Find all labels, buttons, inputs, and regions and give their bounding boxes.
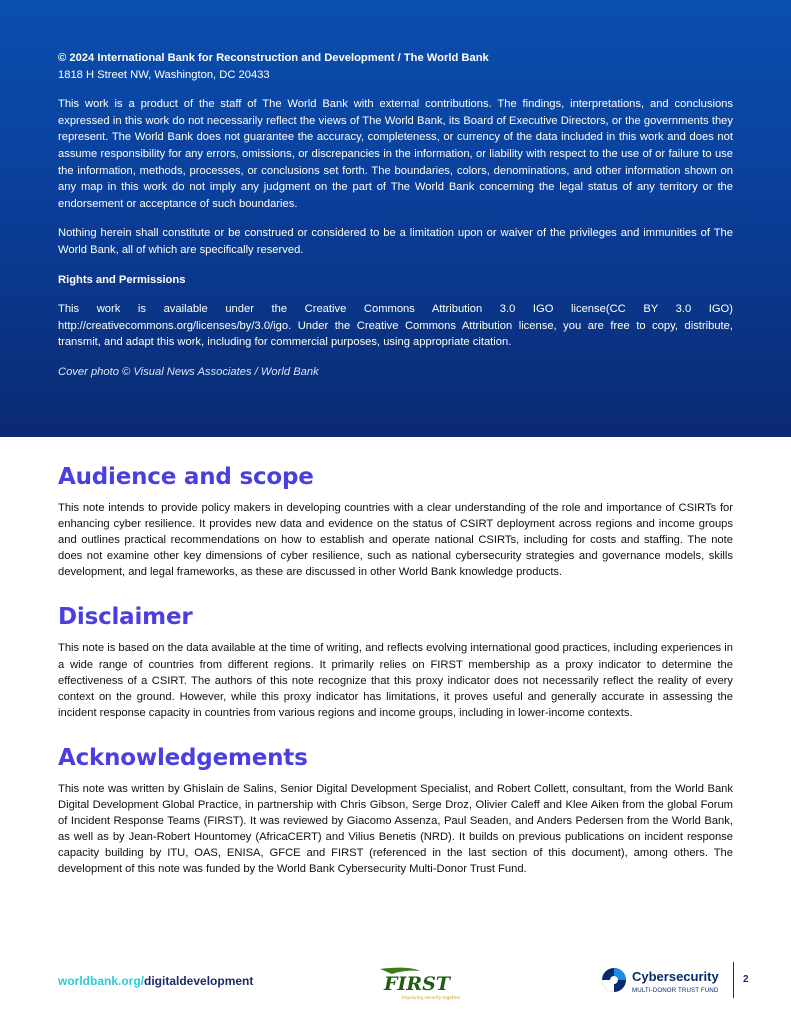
footer-link-prefix: worldbank.org/ <box>58 974 145 988</box>
footer-divider <box>733 962 734 998</box>
footer-link-suffix: digitaldevelopment <box>144 974 254 988</box>
copyright-title: © 2024 International Bank for Reconstruction and Development / The World Bank <box>58 52 489 64</box>
rights-heading: Rights and Permissions <box>58 273 186 286</box>
disclaimer-heading: Disclaimer <box>58 604 193 631</box>
first-logo <box>378 965 464 1005</box>
page-footer <box>0 960 791 1010</box>
first-logo-text: FIRST <box>384 973 451 995</box>
cover-photo-credit: Cover photo © Visual News Associates / World Bank <box>58 365 319 378</box>
acknowledgements-heading: Acknowledgements <box>58 744 308 771</box>
cybersecurity-title: Cybersecurity <box>632 969 719 984</box>
audience-heading: Audience and scope <box>58 464 314 490</box>
license-paragraph: This work is available under the Creative Commons Attribution 3.0 IGO license(CC BY 3.0 IGO) http://creativecommons.org/licenses/by/3.0/igo. Under the Creative Commons Attribution license, you are free to copy, distribute, transmit, and adapt this work, including for commercial purposes, using appropriate citation. <box>58 303 733 349</box>
cybersecurity-globe-icon <box>600 966 628 994</box>
address: 1818 H Street NW, Washington, DC 20433 <box>58 68 270 81</box>
disclaimer-paragraph: This work is a product of the staff of The World Bank with external contributions. The findings, interpretations, and conclusions expressed in this work do not necessarily reflect the views of The World Bank, its Board of Executive Directors, or the governments they represent. The World Bank does not guarantee the accuracy, completeness, or currency of the data included in this work and does not assume responsibility for any errors, omissions, or discrepancies in the information, or liability with respect to the use of or failure to use the information, methods, processes, or conclusions set forth. The boundaries, colors, denominations, and other information shown on any map in this work do not imply any judgment on the part of The World Bank concerning the legal status of any territory or the endorsement or acceptance of such boundaries. <box>58 98 733 210</box>
disclaimer-section <box>58 602 733 720</box>
page-number: 2 <box>743 974 749 985</box>
acknowledgements-body: This note was written by Ghislain de Salins, Senior Digital Development Specialist, and Robert Collett, consultant, from the World Bank Digital Development Global Practice, in partnership with Chris Gibson, Serge Droz, Olivier Caleff and Klee Aiken from the global Forum of Incident Response Teams (FIRST). It was reviewed by Giacomo Assenza, Paul Seaden, and Anders Pedersen from the World Bank, as well as by Jean-Robert Hountomey (AfricaCERT) and Vilius Benetis (NRD). It builds on previous publications on incident response capacity building by ITU, OAS, ENISA, GFCE and FIRST (referenced in the last section of this document), among others. The development of this note was funded by the World Bank Cybersecurity Multi-Donor Trust Fund. <box>58 782 733 876</box>
cybersecurity-subtitle: MULTI-DONOR TRUST FUND <box>632 987 719 994</box>
audience-section <box>58 462 733 580</box>
privileges-paragraph: Nothing herein shall constitute or be construed or considered to be a limitation upon or waiver of the privileges and immunities of The World Bank, all of which are specifically reserved. <box>58 227 733 256</box>
copyright-panel <box>0 0 791 437</box>
acknowledgements-section <box>58 743 733 878</box>
main-content <box>58 462 733 900</box>
audience-body: This note intends to provide policy makers in developing countries with a clear understanding of the role and importance of CSIRTs for enhancing cyber resilience. It provides new data and evidence on the status of CSIRT deployment across regions and income groups and outlines practical recommendations on how to establish and operate national CSIRTs, including for costs and staffing. The note does not examine other key dimensions of cyber resilience, such as national cybersecurity strategies and governance models, skills development, and legal frameworks, as these are discussed in other World Bank knowledge products. <box>58 502 733 579</box>
first-tagline: Improving security together <box>402 995 461 1000</box>
cybersecurity-logo <box>600 966 719 999</box>
footer-link[interactable] <box>58 974 253 988</box>
disclaimer-body: This note is based on the data available at the time of writing, and reflects evolving international good practices, including experiences in a wide range of countries from different regions. It primarily relies on FIRST membership as a proxy indicator to determine the effectiveness of a CSIRT. The authors of this note recognize that this proxy indicator does not necessarily reflect the reality of every context on the ground. However, while this proxy indicator has limitations, it proves useful and generally accurate in assessing the incident response capacity in countries from various regions and income groups, including in lower-income contexts. <box>58 642 733 719</box>
